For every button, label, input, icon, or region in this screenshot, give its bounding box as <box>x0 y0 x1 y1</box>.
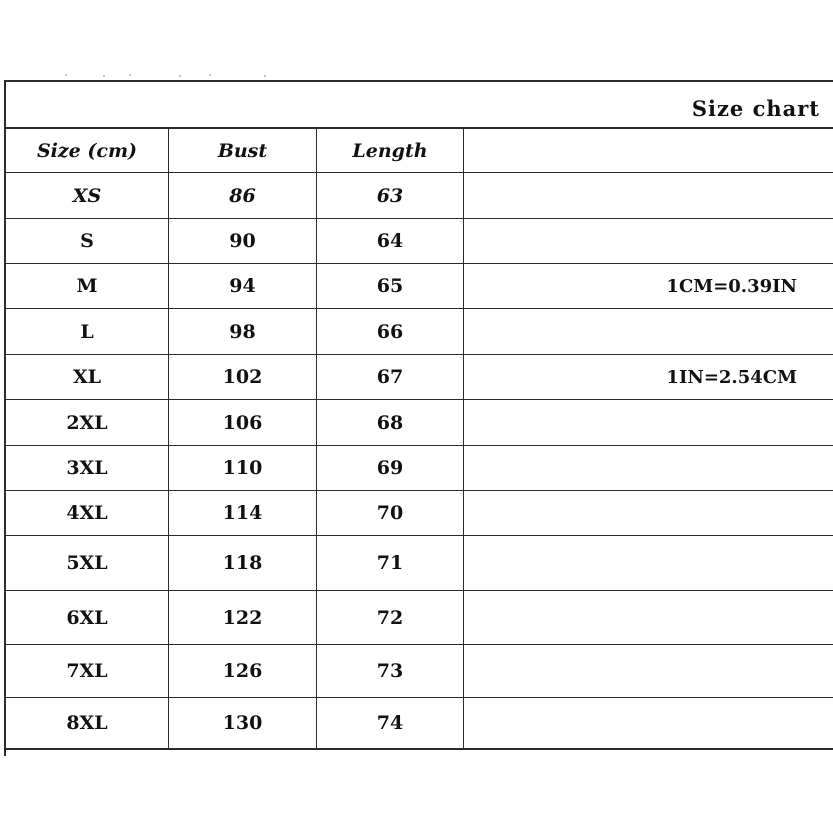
column-divider <box>463 127 464 750</box>
cell-length: 71 <box>376 552 404 574</box>
cell-length: 63 <box>376 184 404 207</box>
cell-bust: 114 <box>222 502 263 524</box>
cell-length: 64 <box>376 230 404 252</box>
cell-length: 69 <box>376 457 404 479</box>
cell-size: 4XL <box>66 502 108 524</box>
cell-size: 8XL <box>66 712 108 734</box>
cell-length: 68 <box>376 411 404 434</box>
cell-length: 74 <box>376 712 404 734</box>
cell-size: 7XL <box>66 660 108 682</box>
cell-bust: 122 <box>222 606 263 629</box>
scan-specks <box>60 70 300 80</box>
cell-size: XS <box>72 184 102 207</box>
conversion-note-in: 1IN=2.54CM <box>666 366 797 388</box>
cell-length: 72 <box>376 606 404 629</box>
cell-size: 5XL <box>66 552 108 574</box>
cell-bust: 86 <box>229 184 256 207</box>
cell-size: L <box>80 320 94 343</box>
cell-size: S <box>80 230 94 252</box>
cell-length: 67 <box>376 366 404 388</box>
cell-length: 70 <box>376 502 404 524</box>
cell-bust: 102 <box>222 366 263 388</box>
cell-bust: 110 <box>222 457 263 479</box>
header-length: Length <box>352 139 428 162</box>
cell-length: 73 <box>376 660 404 682</box>
cell-size: XL <box>72 366 102 388</box>
cell-length: 65 <box>376 275 404 297</box>
cell-length: 66 <box>376 320 404 343</box>
cell-bust: 126 <box>222 660 263 682</box>
cell-bust: 90 <box>229 230 256 252</box>
cell-bust: 94 <box>229 275 256 297</box>
chart-title: Size chart <box>691 95 820 121</box>
header-size: Size (cm) <box>36 139 138 162</box>
table-border-top <box>4 80 833 82</box>
cell-size: 3XL <box>66 457 108 479</box>
cell-bust: 106 <box>222 411 263 434</box>
conversion-note-cm: 1CM=0.39IN <box>666 275 797 297</box>
cell-bust: 98 <box>229 320 256 343</box>
cell-size: 6XL <box>66 606 108 629</box>
cell-bust: 130 <box>222 712 263 734</box>
cell-bust: 118 <box>222 552 263 574</box>
table-border-bottom <box>4 748 833 750</box>
header-bust: Bust <box>217 139 268 162</box>
cell-size: 2XL <box>66 411 108 434</box>
cell-size: M <box>76 275 98 297</box>
